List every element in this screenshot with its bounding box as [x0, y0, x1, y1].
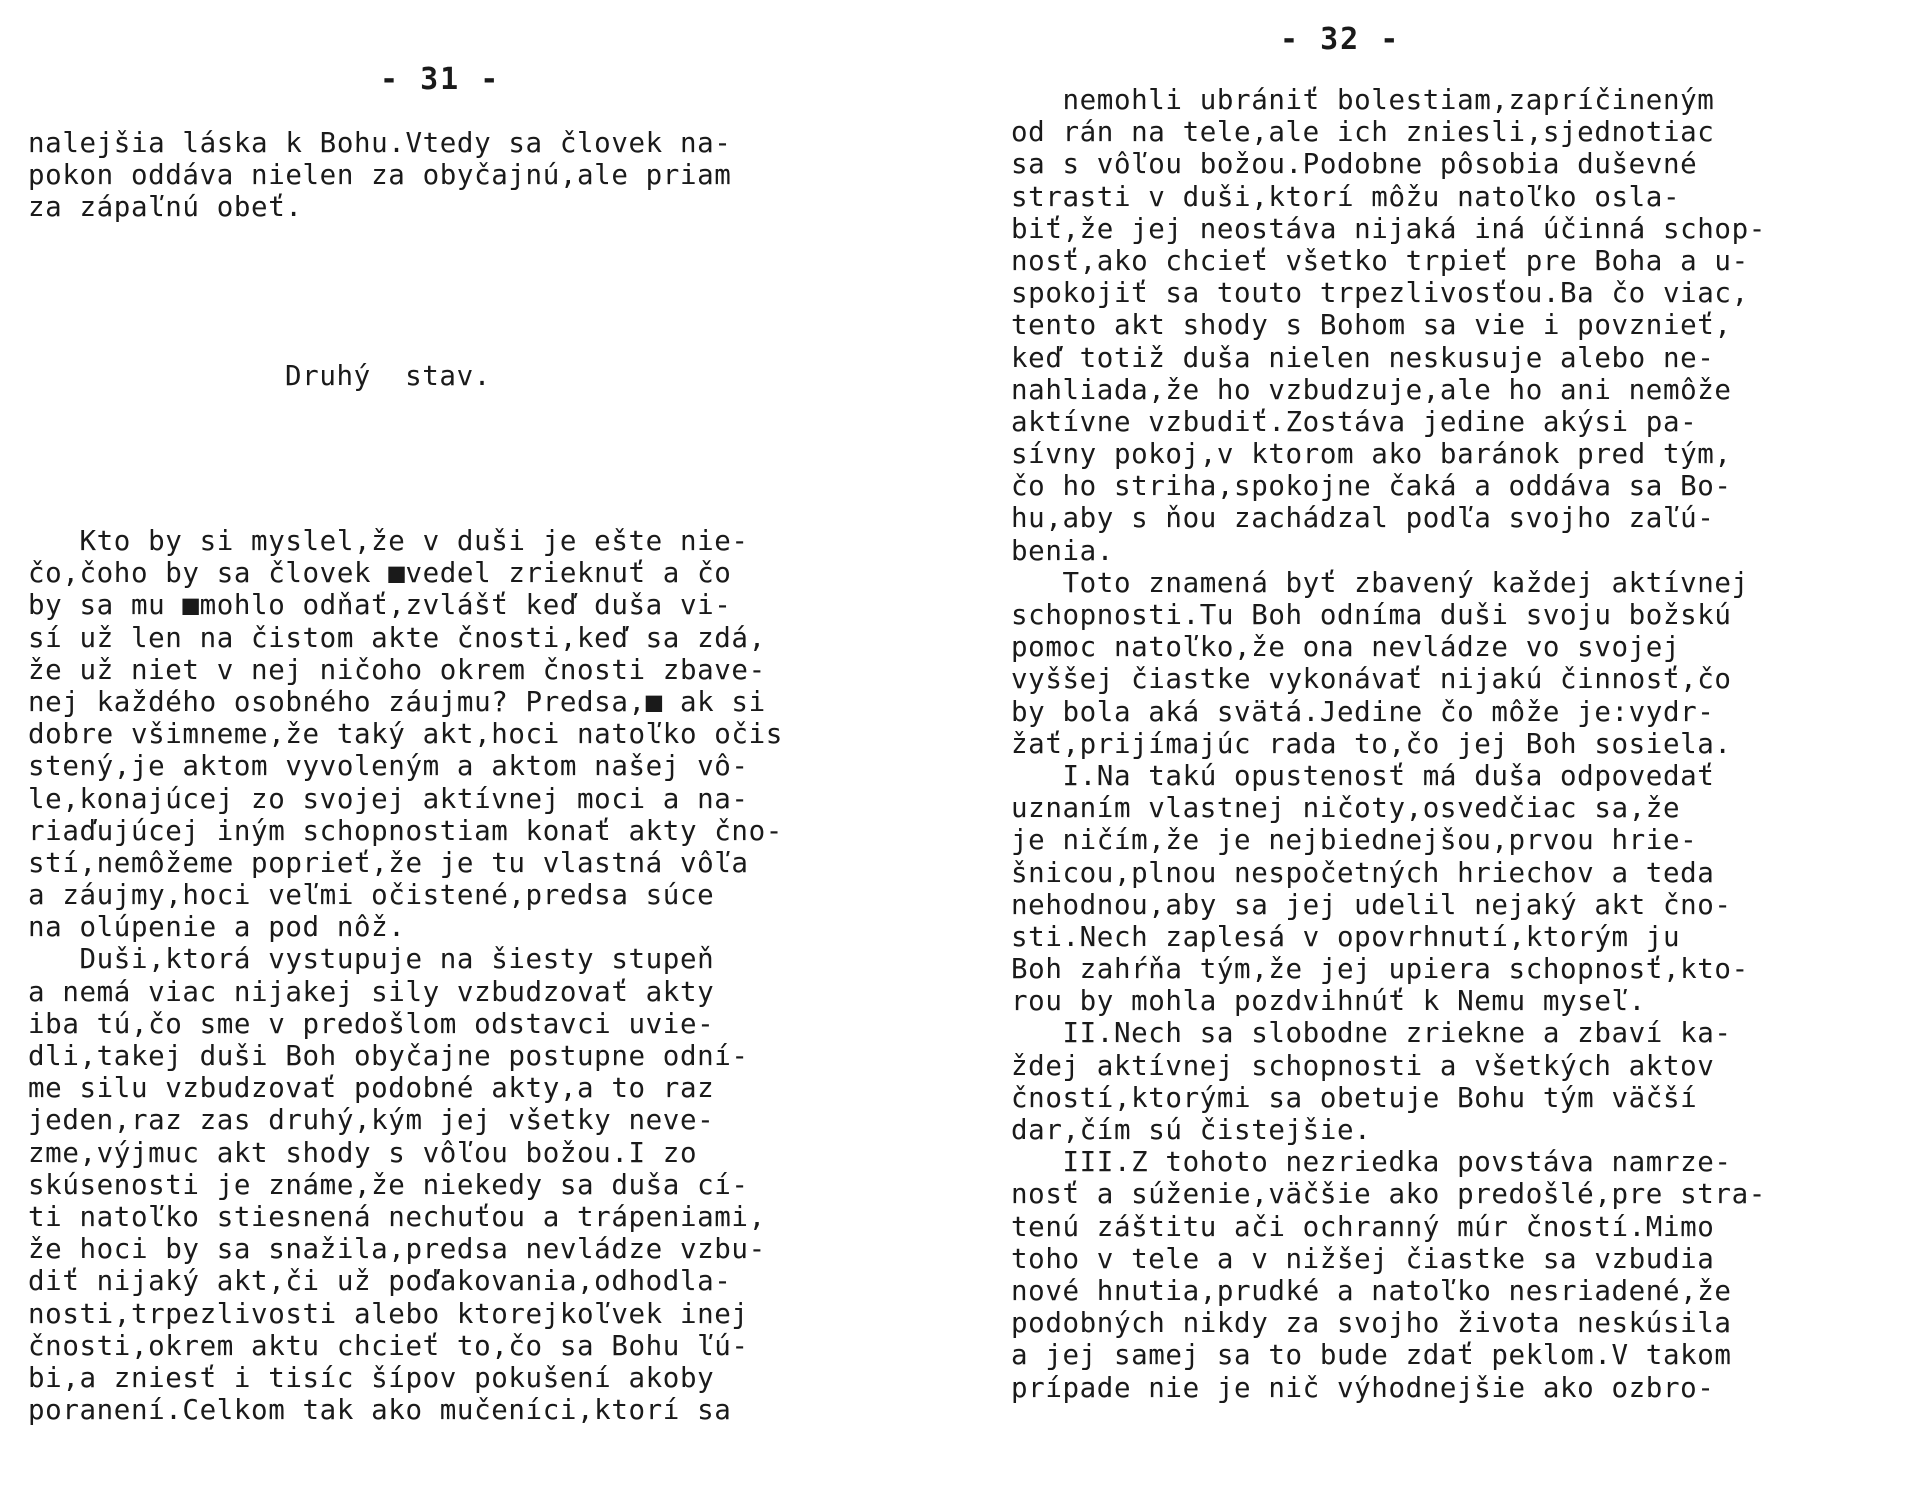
text-line: čnosti,okrem aktu chcieť to,čo sa Bohu ľú- — [28, 1329, 749, 1362]
text-line: III.Z tohoto nezriedka povstáva namrze- — [1011, 1146, 1732, 1179]
text-line: nosť a súženie,väčšie ako predošlé,pre stra- — [1011, 1178, 1766, 1211]
page-number-31: - 31 - — [380, 62, 501, 97]
text-line: nej každého osobného záujmu? Predsa,■ ak si — [28, 685, 766, 718]
right-page — [990, 0, 1932, 1500]
text-line: čností,ktorými sa obetuje Bohu tým väčší — [1011, 1081, 1698, 1114]
text-line: ti natoľko stiesnená nechuťou a trápeniami, — [28, 1200, 766, 1233]
text-line: že už niet v nej ničoho okrem čnosti zbave- — [28, 653, 766, 686]
text-line: nové hnutia,prudké a natoľko nesriadené,že — [1011, 1274, 1732, 1307]
text-line: skúsenosti je známe,že niekedy sa duša cí- — [28, 1168, 749, 1201]
text-line: tenú záštitu ači ochranný múr čností.Mimo — [1011, 1210, 1715, 1243]
text-line: toho v tele a v nižšej čiastke sa vzbudia — [1011, 1242, 1715, 1275]
text-line: sívny pokoj,v ktorom ako baránok pred tým, — [1011, 438, 1732, 471]
text-line: sa s vôľou božou.Podobne pôsobia duševné — [1011, 148, 1698, 181]
text-line: dobre všimneme,že taký akt,hoci natoľko očis — [28, 718, 783, 751]
text-line: od rán na tele,ale ich zniesli,sjednotiac — [1011, 116, 1715, 149]
text-line: biť,že jej neostáva nijaká iná účinná schop- — [1011, 212, 1766, 245]
text-line: dar,čím sú čistejšie. — [1011, 1114, 1372, 1146]
text-line: pokon oddáva nielen za obyčajnú,ale priam — [28, 159, 732, 192]
text-line: sí už len na čistom akte čnosti,keď sa zdá, — [28, 621, 766, 654]
page-number-32: - 32 - — [1280, 22, 1401, 57]
text-line: čo ho striha,spokojne čaká a oddáva sa Bo- — [1011, 470, 1732, 503]
text-line: strasti v duši,ktorí môžu natoľko osla- — [1011, 180, 1681, 213]
text-line: diť nijaký akt,či už poďakovania,odhodla- — [28, 1265, 732, 1298]
text-line: Toto znamená byť zbavený každej aktívnej — [1011, 566, 1749, 599]
text-line: podobných nikdy za svojho života neskúsila — [1011, 1307, 1732, 1340]
text-line: rou by mohla pozdvihnúť k Nemu myseľ. — [1011, 985, 1646, 1018]
text-line: nosť,ako chcieť všetko trpieť pre Boha a u- — [1011, 244, 1749, 277]
text-line: jeden,raz zas druhý,kým jej všetky neve- — [28, 1104, 715, 1137]
section-heading: Druhý stav. — [285, 360, 491, 392]
left-page — [0, 0, 960, 1500]
text-line: nosti,trpezlivosti alebo ktorejkoľvek inej — [28, 1297, 749, 1330]
text-line: na olúpenie a pod nôž. — [28, 911, 406, 944]
text-line: by bola aká svätá.Jedine čo môže je:vydr- — [1011, 695, 1715, 728]
text-line: za zápaľnú obeť. — [28, 191, 303, 224]
text-line: nehodnou,aby sa jej udelil nejaký akt čno- — [1011, 888, 1732, 921]
text-line: a nemá viac nijakej sily vzbudzovať akty — [28, 975, 715, 1008]
text-line: čo,čoho by sa človek ■vedel zrieknuť a čo — [28, 557, 732, 590]
text-line: riaďujúcej iným schopnostiam konať akty čno- — [28, 814, 783, 847]
text-line: stený,je aktom vyvoleným a aktom našej vô- — [28, 750, 749, 783]
text-line: aktívne vzbudiť.Zostáva jedine akýsi pa- — [1011, 405, 1698, 438]
paragraph-body — [28, 525, 783, 1426]
text-line: a záujmy,hoci veľmi očistené,predsa súce — [28, 879, 715, 912]
text-line: stí,nemôžeme poprieť,že je tu vlastná vôľa — [28, 846, 749, 879]
text-line: spokojiť sa touto trpezlivosťou.Ba čo viac, — [1011, 277, 1749, 310]
text-line: Kto by si myslel,že v duši je ešte nie- — [28, 525, 749, 557]
text-line: a jej samej sa to bude zdať peklom.V takom — [1011, 1339, 1732, 1372]
text-line: nahliada,že ho vzbudzuje,ale ho ani nemôže — [1011, 373, 1732, 406]
paragraph-continuation — [28, 127, 731, 224]
text-line: iba tú,čo sme v predošlom odstavci uvie- — [28, 1007, 715, 1040]
text-line: hu,aby s ňou zachádzal podľa svojho zaľú- — [1011, 502, 1715, 535]
text-line: keď totiž duša nielen neskusuje alebo ne- — [1011, 341, 1715, 374]
text-line: nemohli ubrániť bolestiam,zapríčineným — [1011, 84, 1715, 116]
text-line: nalejšia láska k Bohu.Vtedy sa človek na- — [28, 127, 732, 159]
text-line: pomoc natoľko,že ona nevládze vo svojej — [1011, 631, 1681, 664]
text-line: poranení.Celkom tak ako mučeníci,ktorí sa — [28, 1394, 732, 1427]
text-line: benia. — [1011, 534, 1114, 567]
text-line: šnicou,plnou nespočetných hriechov a teda — [1011, 856, 1715, 889]
text-line: Duši,ktorá vystupuje na šiesty stupeň — [28, 943, 715, 976]
text-line: je ničím,že je nejbiednejšou,prvou hrie- — [1011, 824, 1698, 857]
text-line: žať,prijímajúc rada to,čo jej Boh sosiela. — [1011, 727, 1732, 760]
text-line: schopnosti.Tu Boh odníma duši svoju božskú — [1011, 599, 1732, 631]
text-line: vyššej čiastke vykonávať nijakú činnosť,čo — [1011, 663, 1732, 696]
text-line: zme,výjmuc akt shody s vôľou božou.I zo — [28, 1136, 698, 1169]
text-line: že hoci by sa snažila,predsa nevládze vzbu- — [28, 1233, 766, 1266]
text-line: I.Na takú opustenosť má duša odpovedať — [1011, 759, 1715, 792]
text-line: II.Nech sa slobodne zriekne a zbaví ka- — [1011, 1017, 1732, 1050]
text-line: uznaním vlastnej ničoty,osvedčiac sa,že — [1011, 792, 1681, 825]
text-line: prípade nie je nič výhodnejšie ako ozbro- — [1011, 1371, 1715, 1404]
text-line: by sa mu ■mohlo odňať,zvlášť keď duša vi- — [28, 589, 732, 622]
paragraph-body — [1011, 84, 1766, 1404]
text-line: tento akt shody s Bohom sa vie i povznieť, — [1011, 309, 1732, 342]
text-line: dli,takej duši Boh obyčajne postupne odní- — [28, 1040, 749, 1072]
text-line: bi,a zniesť i tisíc šípov pokušení akoby — [28, 1361, 715, 1394]
text-line: sti.Nech zaplesá v opovrhnutí,ktorým ju — [1011, 920, 1681, 953]
text-line: ždej aktívnej schopnosti a všetkých aktov — [1011, 1049, 1715, 1082]
text-line: le,konajúcej zo svojej aktívnej moci a na- — [28, 782, 749, 815]
text-line: Boh zahŕňa tým,že jej upiera schopnosť,kto- — [1011, 953, 1749, 986]
text-line: me silu vzbudzovať podobné akty,a to raz — [28, 1072, 715, 1105]
